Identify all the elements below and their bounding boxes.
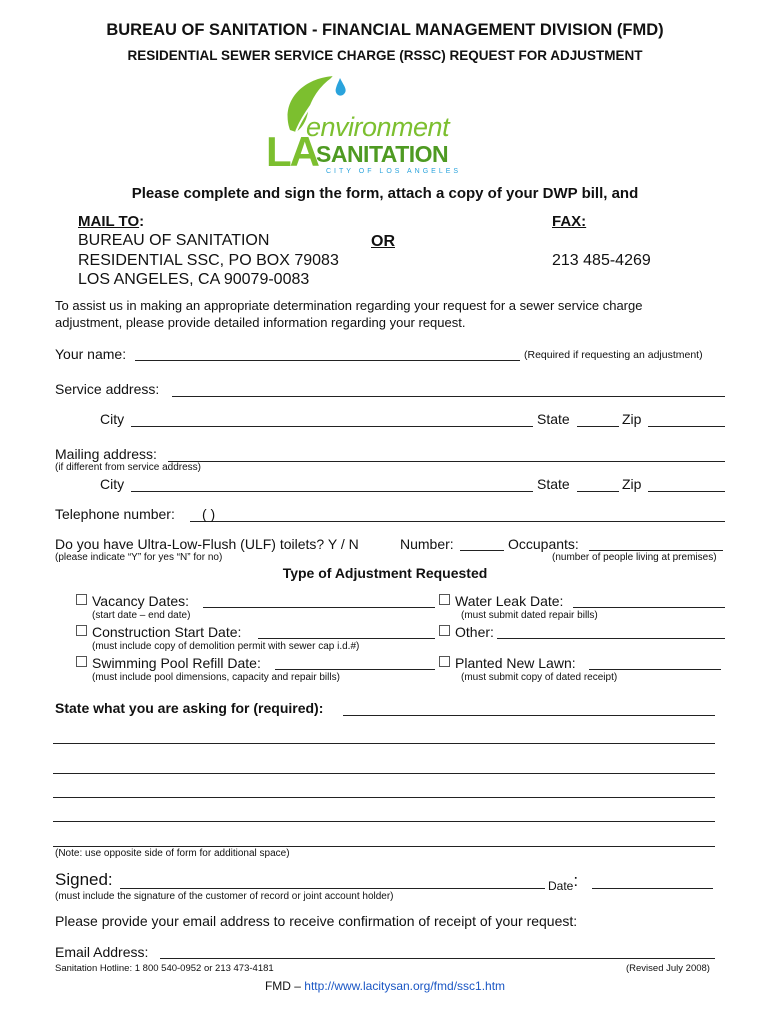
service-state-label: State <box>537 411 570 427</box>
service-zip-label: Zip <box>622 411 642 427</box>
other-field[interactable] <box>497 638 725 639</box>
your-name-field[interactable] <box>135 360 520 361</box>
fax-label: FAX: <box>552 213 587 230</box>
other-label: Other: <box>455 624 494 640</box>
logo-city-text: CITY OF LOS ANGELES <box>326 168 462 175</box>
sanitation-hotline: Sanitation Hotline: 1 800 540-0952 or 213 473-4181 <box>55 963 274 974</box>
email-label: Email Address: <box>55 944 149 960</box>
other-option[interactable] <box>439 624 494 640</box>
fax-number: 213 485-4269 <box>552 252 651 269</box>
intro-line-2: adjustment, please provide detailed information regarding your request. <box>55 315 466 330</box>
occupants-note: (number of people living at premises) <box>552 552 717 563</box>
ulf-number-field[interactable] <box>460 550 504 551</box>
mailing-city-label: City <box>100 476 125 492</box>
occupants-label: Occupants: <box>508 536 579 552</box>
la-sanitation-logo <box>262 72 462 180</box>
service-address-label: Service address: <box>55 381 160 397</box>
mail-to-label <box>78 213 144 230</box>
mailing-zip-field[interactable] <box>648 491 725 492</box>
request-line-1[interactable] <box>343 715 715 716</box>
telephone-area-code: ( ) <box>202 506 216 522</box>
pool-checkbox[interactable] <box>76 656 87 667</box>
mail-address-line-1: BUREAU OF SANITATION <box>78 232 270 249</box>
adjustment-heading: Type of Adjustment Requested <box>282 565 488 581</box>
ulf-note: (please indicate “Y” for yes “N” for no) <box>55 552 223 563</box>
mailing-address-note: (if different from service address) <box>55 462 201 473</box>
service-address-field[interactable] <box>172 396 725 397</box>
request-label: State what you are asking for (required): <box>55 700 324 716</box>
date-text: Date <box>548 879 574 893</box>
fmd-label: FMD – <box>264 979 305 993</box>
request-note: (Note: use opposite side of form for additional space) <box>55 848 290 859</box>
request-line-6[interactable] <box>53 846 715 847</box>
lawn-checkbox[interactable] <box>439 656 450 667</box>
page-subtitle: RESIDENTIAL SEWER SERVICE CHARGE (RSSC) REQUEST FOR ADJUSTMENT <box>127 48 643 63</box>
email-prompt: Please provide your email address to receive confirmation of receipt of your request: <box>55 913 578 929</box>
pool-label: Swimming Pool Refill Date: <box>92 655 261 671</box>
mailing-state-label: State <box>537 476 570 492</box>
intro-line-1: To assist us in making an appropriate determination regarding your request for a sewer service charge <box>55 298 643 313</box>
your-name-label: Your name: <box>55 346 127 362</box>
page-title: BUREAU OF SANITATION - FINANCIAL MANAGEMENT DIVISION (FMD) <box>106 21 664 39</box>
vacancy-option[interactable] <box>76 593 189 609</box>
date-field[interactable] <box>592 888 713 889</box>
pool-date-field[interactable] <box>275 669 435 670</box>
date-label <box>548 871 579 895</box>
water-leak-checkbox[interactable] <box>439 594 450 605</box>
occupants-field[interactable] <box>589 550 723 551</box>
your-name-note: (Required if requesting an adjustment) <box>524 349 703 361</box>
construction-label: Construction Start Date: <box>92 624 242 640</box>
logo-sanitation-text: SANITATION <box>316 141 449 167</box>
vacancy-note: (start date – end date) <box>92 610 191 621</box>
water-leak-note: (must submit dated repair bills) <box>461 610 598 621</box>
telephone-field[interactable] <box>190 521 725 522</box>
mail-to-colon: : <box>139 213 145 230</box>
request-line-3[interactable] <box>53 773 715 774</box>
vacancy-checkbox[interactable] <box>76 594 87 605</box>
fmd-link[interactable]: http://www.lacitysan.org/fmd/ssc1.htm <box>304 979 506 993</box>
signature-field[interactable] <box>120 888 545 889</box>
water-leak-option[interactable] <box>439 593 563 609</box>
construction-note: (must include copy of demolition permit with sewer cap i.d.#) <box>92 641 360 652</box>
revision-date: (Revised July 2008) <box>626 963 710 974</box>
email-field[interactable] <box>160 958 715 959</box>
mail-address-line-3: LOS ANGELES, CA 90079-0083 <box>78 271 310 288</box>
logo-environment-text: environment <box>306 112 450 142</box>
mailing-address-field[interactable] <box>168 461 725 462</box>
other-checkbox[interactable] <box>439 625 450 636</box>
request-line-4[interactable] <box>53 797 715 798</box>
mail-address-line-2: RESIDENTIAL SSC, PO BOX 79083 <box>78 252 339 269</box>
signature-note: (must include the signature of the customer of record or joint account holder) <box>55 891 394 902</box>
service-zip-field[interactable] <box>648 426 725 427</box>
mail-to-text: MAIL TO <box>78 213 140 230</box>
vacancy-label: Vacancy Dates: <box>92 593 190 609</box>
logo-la-text: LA <box>266 128 318 175</box>
water-leak-label: Water Leak Date: <box>455 593 564 609</box>
pool-note: (must include pool dimensions, capacity and repair bills) <box>92 672 340 683</box>
mailing-state-field[interactable] <box>577 491 619 492</box>
pool-option[interactable] <box>76 655 261 671</box>
mailing-address-label: Mailing address: <box>55 446 157 462</box>
lawn-option[interactable] <box>439 655 576 671</box>
or-label: OR <box>371 233 395 250</box>
lawn-field[interactable] <box>589 669 721 670</box>
ulf-question: Do you have Ultra-Low-Flush (ULF) toilets? Y / N <box>55 536 359 552</box>
instructions-headline: Please complete and sign the form, attach a copy of your DWP bill, and <box>131 185 639 202</box>
request-line-2[interactable] <box>53 743 715 744</box>
water-leak-date-field[interactable] <box>573 607 725 608</box>
footer-fmd <box>0 979 770 993</box>
construction-date-field[interactable] <box>258 638 435 639</box>
lawn-label: Planted New Lawn: <box>455 655 576 671</box>
construction-option[interactable] <box>76 624 241 640</box>
telephone-label: Telephone number: <box>55 506 175 522</box>
date-colon: : <box>573 871 579 890</box>
service-city-field[interactable] <box>131 426 533 427</box>
service-city-label: City <box>100 411 125 427</box>
signed-label: Signed: <box>55 870 113 889</box>
mailing-zip-label: Zip <box>622 476 642 492</box>
vacancy-dates-field[interactable] <box>203 607 435 608</box>
mailing-city-field[interactable] <box>131 491 533 492</box>
lawn-note: (must submit copy of dated receipt) <box>461 672 618 683</box>
construction-checkbox[interactable] <box>76 625 87 636</box>
service-state-field[interactable] <box>577 426 619 427</box>
request-line-5[interactable] <box>53 821 715 822</box>
ulf-number-label: Number: <box>400 536 454 552</box>
